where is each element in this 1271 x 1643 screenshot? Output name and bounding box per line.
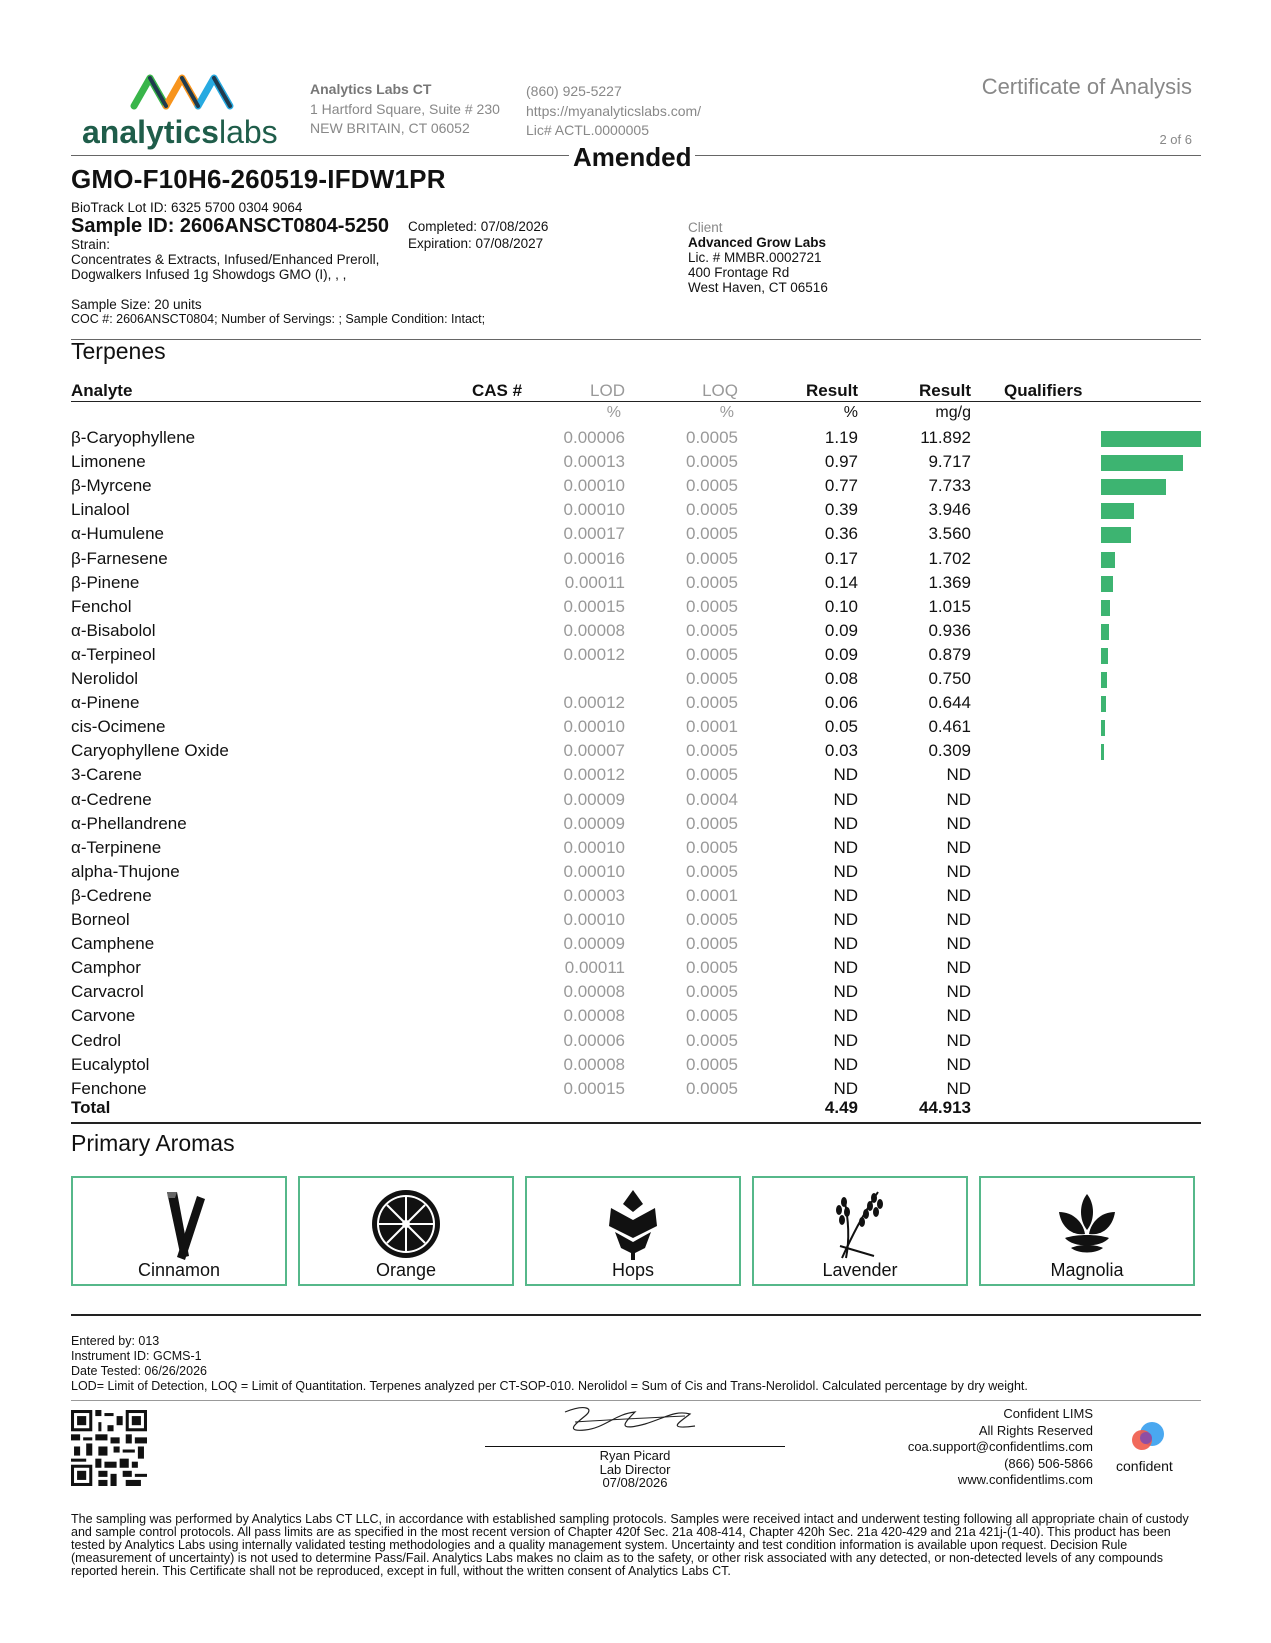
result-pct: 0.36 xyxy=(824,524,858,544)
lims-rights: All Rights Reserved xyxy=(978,1422,1093,1438)
lab-address-line1: 1 Hartford Square, Suite # 230 xyxy=(310,100,500,117)
sample-id: Sample ID: 2606ANSCT0804-5250 xyxy=(71,215,389,237)
unit-loq: % xyxy=(719,404,734,421)
loq-value: 0.0005 xyxy=(686,572,738,592)
loq-value: 0.0005 xyxy=(686,669,738,688)
client-block xyxy=(688,220,828,295)
result-bar xyxy=(1101,600,1110,616)
loq-value: 0.0005 xyxy=(686,958,738,978)
loq-value: 0.0005 xyxy=(686,1078,738,1098)
result-bar xyxy=(1101,744,1104,760)
total-rule xyxy=(71,1122,1201,1124)
result-pct: 0.08 xyxy=(824,669,858,688)
analytics-labs-logo xyxy=(82,66,282,156)
logo-mark-icon xyxy=(130,70,240,112)
analyte-name: α-Terpinene xyxy=(71,837,162,857)
lod-value: 0.00010 xyxy=(563,717,625,737)
loq-value: 0.0001 xyxy=(686,885,738,905)
result-mg: 0.461 xyxy=(928,717,971,737)
lod-value: 0.00012 xyxy=(563,693,625,713)
signer-title: Lab Director xyxy=(599,1461,671,1477)
lod-value: 0.00009 xyxy=(563,813,625,833)
lod-value: 0.00003 xyxy=(563,885,625,905)
result-pct: 0.17 xyxy=(824,548,858,568)
analyte-name: Eucalyptol xyxy=(71,1054,150,1074)
result-pct: 1.19 xyxy=(824,428,858,447)
analyte-name: α-Bisabolol xyxy=(71,620,156,640)
table-header xyxy=(71,381,1201,403)
table-row xyxy=(71,500,1201,524)
result-pct: 0.09 xyxy=(824,644,858,664)
analyte-name: Limonene xyxy=(71,452,146,472)
lab-website[interactable]: https://myanalyticslabs.com/ xyxy=(526,102,702,119)
header-loq: LOQ xyxy=(702,381,738,400)
table-row xyxy=(71,934,1201,958)
cinnamon-icon xyxy=(141,1186,217,1262)
page-number: 2 of 6 xyxy=(1159,132,1192,147)
result-mg: ND xyxy=(946,1054,971,1074)
aroma-label: Cinnamon xyxy=(137,1260,221,1280)
lod-value: 0.00008 xyxy=(563,620,625,640)
analyte-name: β-Farnesene xyxy=(71,548,168,568)
loq-value: 0.0005 xyxy=(686,548,738,568)
result-mg: ND xyxy=(946,861,971,881)
unit-result-mg: mg/g xyxy=(935,404,971,421)
result-mg: ND xyxy=(946,765,971,785)
result-mg: 0.750 xyxy=(928,669,971,688)
signature-icon xyxy=(555,1402,705,1442)
confident-logo xyxy=(1110,1420,1190,1480)
coc-info: COC #: 2606ANSCT0804; Number of Servings: ; Sample Condition: Intact; xyxy=(71,312,486,326)
analyte-name: α-Humulene xyxy=(71,524,164,544)
result-pct: ND xyxy=(833,765,858,785)
result-pct: ND xyxy=(833,1006,858,1026)
result-bar xyxy=(1101,527,1131,543)
result-mg: 9.717 xyxy=(928,452,971,472)
result-bar xyxy=(1101,624,1109,640)
analyte-name: Linalool xyxy=(71,500,130,520)
table-row xyxy=(71,886,1201,910)
strain-label: Strain: xyxy=(71,237,111,252)
lod-value: 0.00009 xyxy=(563,789,625,809)
client-address-line2: West Haven, CT 06516 xyxy=(688,280,828,295)
loq-value: 0.0005 xyxy=(686,428,738,447)
lod-value: 0.00008 xyxy=(563,1054,625,1074)
analyte-name: β-Myrcene xyxy=(71,476,152,496)
lod-value: 0.00008 xyxy=(563,1006,625,1026)
table-row xyxy=(71,597,1201,621)
analyte-name: β-Pinene xyxy=(71,572,140,592)
method-notes: LOD= Limit of Detection, LOQ = Limit of Quantitation. Terpenes analyzed per CT-SOP-010. Nerolidol = Sum of Cis and Trans-Nerolidol. Calculated percentage by dry weight. xyxy=(71,1379,1028,1393)
table-row xyxy=(71,1055,1201,1079)
aromas-title: Primary Aromas xyxy=(71,1130,235,1156)
analyte-name: Camphor xyxy=(71,958,141,978)
result-pct: ND xyxy=(833,837,858,857)
result-pct: ND xyxy=(833,934,858,954)
loq-value: 0.0005 xyxy=(686,910,738,929)
loq-value: 0.0005 xyxy=(686,982,738,1002)
result-pct: ND xyxy=(833,958,858,978)
client-address-line1: 400 Frontage Rd xyxy=(688,265,790,280)
result-mg: ND xyxy=(946,1078,971,1098)
aroma-label: Hops xyxy=(611,1260,655,1280)
total-pct: 4.49 xyxy=(824,1098,858,1117)
aroma-card-orange xyxy=(298,1176,514,1286)
table-row xyxy=(71,621,1201,645)
result-pct: 0.77 xyxy=(824,476,858,496)
aroma-card-hops xyxy=(525,1176,741,1286)
result-pct: ND xyxy=(833,1054,858,1074)
lab-phone: (860) 925-5227 xyxy=(526,83,622,99)
lims-name: Confident LIMS xyxy=(1003,1406,1093,1421)
table-row xyxy=(71,428,1201,452)
analyte-name: α-Phellandrene xyxy=(71,813,187,833)
result-pct: ND xyxy=(833,885,858,905)
result-mg: ND xyxy=(946,885,971,905)
lims-email[interactable]: coa.support@confidentlims.com xyxy=(907,1439,1093,1454)
analyte-name: Fenchol xyxy=(71,596,132,616)
table-row xyxy=(71,958,1201,982)
table-row xyxy=(71,910,1201,934)
lod-value: 0.00012 xyxy=(563,644,625,664)
analyte-name: β-Cedrene xyxy=(71,885,152,905)
lod-value: 0.00010 xyxy=(563,476,625,496)
analyte-name: Camphene xyxy=(71,934,155,954)
total-row xyxy=(71,1098,1201,1122)
result-bar xyxy=(1101,431,1201,447)
loq-value: 0.0005 xyxy=(686,813,738,833)
result-pct: ND xyxy=(833,813,858,833)
lod-value: 0.00010 xyxy=(563,500,625,520)
client-label: Client xyxy=(688,220,723,235)
result-mg: 0.936 xyxy=(928,620,971,640)
analyte-name: cis-Ocimene xyxy=(71,717,166,737)
table-row xyxy=(71,573,1201,597)
result-mg: ND xyxy=(946,958,971,978)
result-pct: 0.03 xyxy=(824,741,858,761)
result-mg: 1.015 xyxy=(928,596,971,616)
table-row xyxy=(71,717,1201,741)
result-mg: 11.892 xyxy=(920,428,971,447)
instrument-id: Instrument ID: GCMS-1 xyxy=(71,1349,202,1363)
analyte-name: Fenchone xyxy=(71,1078,147,1098)
result-mg: ND xyxy=(946,813,971,833)
test-info xyxy=(71,1334,1028,1394)
result-mg: 0.644 xyxy=(928,693,971,713)
result-pct: ND xyxy=(833,910,858,929)
table-row xyxy=(71,693,1201,717)
lod-value: 0.00017 xyxy=(563,524,625,544)
lab-address-line2: NEW BRITAIN, CT 06052 xyxy=(310,120,470,136)
result-mg: ND xyxy=(946,1006,971,1026)
total-label: Total xyxy=(71,1098,111,1117)
result-bar xyxy=(1101,696,1106,712)
lod-value: 0.00010 xyxy=(563,837,625,857)
signed-date: 07/08/2026 xyxy=(602,1475,668,1490)
aroma-label: Lavender xyxy=(822,1260,898,1280)
result-mg: 0.309 xyxy=(928,741,971,761)
loq-value: 0.0005 xyxy=(686,765,738,785)
aroma-label: Magnolia xyxy=(1050,1260,1124,1280)
result-bar xyxy=(1101,479,1166,495)
loq-value: 0.0005 xyxy=(686,452,738,472)
result-pct: 0.09 xyxy=(824,620,858,640)
loq-value: 0.0005 xyxy=(686,1030,738,1050)
analyte-name: alpha-Thujone xyxy=(71,861,180,881)
signature-line xyxy=(485,1446,785,1447)
table-row xyxy=(71,814,1201,838)
result-bar xyxy=(1101,552,1115,568)
result-bar xyxy=(1101,648,1108,664)
table-row xyxy=(71,452,1201,476)
table-header-rule xyxy=(71,401,1201,402)
result-mg: ND xyxy=(946,910,971,929)
result-mg: ND xyxy=(946,1030,971,1050)
analyte-name: Nerolidol xyxy=(71,669,139,688)
confident-logo-text: confident xyxy=(1116,1458,1173,1474)
analyte-name: Cedrol xyxy=(71,1030,122,1050)
strain-line1: Concentrates & Extracts, Infused/Enhanced Preroll, xyxy=(71,252,380,267)
lims-phone: (866) 506-5866 xyxy=(1004,1455,1093,1471)
result-bar xyxy=(1101,455,1183,471)
lab-contact xyxy=(526,82,701,141)
magnolia-icon xyxy=(1049,1186,1125,1262)
signer-block xyxy=(485,1449,785,1490)
loq-value: 0.0005 xyxy=(686,861,738,881)
header-result-mg: Result xyxy=(919,381,971,400)
table-row xyxy=(71,838,1201,862)
loq-value: 0.0005 xyxy=(686,693,738,713)
result-bar xyxy=(1101,720,1105,736)
table-units xyxy=(71,404,1201,424)
biotrack-lot-id: BioTrack Lot ID: 6325 5700 0304 9064 xyxy=(71,200,303,215)
lims-info xyxy=(908,1406,1093,1489)
result-pct: ND xyxy=(833,789,858,809)
lod-value: 0.00006 xyxy=(563,428,625,447)
lod-value: 0.00010 xyxy=(563,910,625,929)
result-mg: 7.733 xyxy=(928,476,971,496)
table-row xyxy=(71,765,1201,789)
amended-stamp: Amended xyxy=(569,142,695,173)
entered-by: Entered by: 013 xyxy=(71,1334,160,1348)
unit-lod: % xyxy=(606,404,621,421)
lod-value: 0.00011 xyxy=(564,958,625,978)
logo-text-analytics: analytics xyxy=(82,114,219,150)
result-mg: ND xyxy=(946,934,971,954)
strain-line2: Dogwalkers Infused 1g Showdogs GMO (I), , , xyxy=(71,267,347,282)
analyte-name: Borneol xyxy=(71,910,130,929)
aroma-card-cinnamon xyxy=(71,1176,287,1286)
result-mg: 1.369 xyxy=(928,572,971,592)
lot-code: GMO-F10H6-260519-IFDW1PR xyxy=(71,164,446,194)
loq-value: 0.0001 xyxy=(686,717,738,737)
loq-value: 0.0005 xyxy=(686,476,738,496)
expiration-date: Expiration: 07/08/2027 xyxy=(408,236,544,251)
lod-value: 0.00007 xyxy=(563,741,625,761)
lod-value: 0.00013 xyxy=(563,452,625,472)
lab-address xyxy=(310,80,500,139)
header-analyte: Analyte xyxy=(71,381,133,400)
result-bar xyxy=(1101,576,1113,592)
result-mg: 0.879 xyxy=(928,644,971,664)
qr-code-icon xyxy=(71,1410,147,1486)
loq-value: 0.0005 xyxy=(686,934,738,954)
aroma-card-magnolia xyxy=(979,1176,1195,1286)
result-pct: ND xyxy=(833,982,858,1002)
lab-name: Analytics Labs CT xyxy=(310,81,432,97)
table-row xyxy=(71,1031,1201,1055)
total-mg: 44.913 xyxy=(919,1098,971,1117)
header-lod: LOD xyxy=(590,381,625,400)
analyte-name: α-Terpineol xyxy=(71,644,156,664)
client-name: Advanced Grow Labs xyxy=(688,235,827,250)
disclaimer: The sampling was performed by Analytics Labs CT LLC, in accordance with established sampling protocols. Samples were received intact and underwent testing following all appropriate chain of custody and sample control protocols. All pass limits are as specified in the most recent version of Chapter 420f Sec. 21a 408-414, Chapter 420h Sec. 21a 420-429 and 21a 421j-(1-40). This product has been tested by Analytics Labs using internally validated testing methodologies and a quality management system. Uncertainty and test condition information is available upon request. Decision Rule (measurement of uncertainty) is not used to determine Pass/Fail. Analytics Labs makes no claim as to the safety, or other risk associated with any detected, or non-detected levels of any compounds reported herein. This Certificate shall not be reproduced, except in full, without the written consent of Analytics Labs CT. xyxy=(71,1512,1189,1578)
result-mg: 3.560 xyxy=(928,524,971,544)
loq-value: 0.0004 xyxy=(686,789,738,809)
result-pct: 0.97 xyxy=(824,452,858,472)
lod-value: 0.00010 xyxy=(563,861,625,881)
lod-value: 0.00006 xyxy=(563,1030,625,1050)
sample-size: Sample Size: 20 units xyxy=(71,297,202,312)
date-tested: Date Tested: 06/26/2026 xyxy=(71,1364,207,1378)
analyte-name: Carvacrol xyxy=(71,982,144,1002)
loq-value: 0.0005 xyxy=(686,644,738,664)
loq-value: 0.0005 xyxy=(686,837,738,857)
logo-text-labs: labs xyxy=(218,114,278,150)
sample-rule xyxy=(71,339,1201,340)
table-row xyxy=(71,741,1201,765)
hops-icon xyxy=(595,1186,671,1262)
analyte-name: 3-Carene xyxy=(71,765,142,785)
result-pct: 0.06 xyxy=(824,693,858,713)
signer-name: Ryan Picard xyxy=(599,1448,671,1463)
orange-slice-icon xyxy=(368,1186,444,1262)
analyte-name: α-Cedrene xyxy=(71,789,152,809)
confident-logo-icon xyxy=(1128,1420,1168,1456)
loq-value: 0.0005 xyxy=(686,500,738,520)
result-bar xyxy=(1101,672,1107,688)
result-pct: 0.39 xyxy=(824,500,858,520)
analyte-name: Caryophyllene Oxide xyxy=(71,741,229,761)
result-pct: 0.05 xyxy=(824,717,858,737)
table-row xyxy=(71,669,1201,693)
table-row xyxy=(71,476,1201,500)
header-qualifiers: Qualifiers xyxy=(1004,381,1083,400)
lod-value: 0.00009 xyxy=(563,934,625,954)
analyte-name: α-Pinene xyxy=(71,693,140,713)
lod-value: 0.00012 xyxy=(563,765,625,785)
client-license: Lic. # MMBR.0002721 xyxy=(688,250,822,265)
lod-value: 0.00016 xyxy=(563,548,625,568)
aroma-card-lavender xyxy=(752,1176,968,1286)
header-result-pct: Result xyxy=(806,381,858,400)
table-row xyxy=(71,1006,1201,1030)
table-row xyxy=(71,790,1201,814)
result-pct: ND xyxy=(833,861,858,881)
lims-website[interactable]: www.confidentlims.com xyxy=(957,1472,1093,1487)
result-pct: 0.10 xyxy=(824,596,858,616)
analyte-name: Carvone xyxy=(71,1006,136,1026)
table-row xyxy=(71,862,1201,886)
analyte-name: β-Caryophyllene xyxy=(71,428,196,447)
result-mg: ND xyxy=(946,789,971,809)
lab-license: Lic# ACTL.0000005 xyxy=(526,122,649,138)
result-mg: ND xyxy=(946,982,971,1002)
result-mg: ND xyxy=(946,837,971,857)
completed-date: Completed: 07/08/2026 xyxy=(408,219,549,234)
footer-rule xyxy=(71,1400,1201,1401)
aroma-label: Orange xyxy=(375,1260,437,1280)
lod-value: 0.00011 xyxy=(564,572,625,592)
lod-value: 0.00008 xyxy=(563,982,625,1002)
loq-value: 0.0005 xyxy=(686,1006,738,1026)
loq-value: 0.0005 xyxy=(686,596,738,616)
result-pct: ND xyxy=(833,1078,858,1098)
result-mg: 1.702 xyxy=(928,548,971,568)
result-pct: 0.14 xyxy=(824,572,858,592)
lod-value: 0.00015 xyxy=(563,596,625,616)
loq-value: 0.0005 xyxy=(686,524,738,544)
table-row xyxy=(71,645,1201,669)
lod-value: 0.00015 xyxy=(563,1078,625,1098)
lavender-icon xyxy=(822,1186,898,1262)
aromas-rule xyxy=(71,1314,1201,1316)
result-bar xyxy=(1101,503,1134,519)
document-title: Certificate of Analysis xyxy=(981,74,1192,99)
loq-value: 0.0005 xyxy=(686,741,738,761)
table-row xyxy=(71,549,1201,573)
loq-value: 0.0005 xyxy=(686,1054,738,1074)
terpenes-title: Terpenes xyxy=(71,338,166,364)
result-pct: ND xyxy=(833,1030,858,1050)
table-row xyxy=(71,982,1201,1006)
table-row xyxy=(71,524,1201,548)
loq-value: 0.0005 xyxy=(686,620,738,640)
header-cas: CAS # xyxy=(472,381,523,400)
unit-result-pct: % xyxy=(843,404,858,421)
result-mg: 3.946 xyxy=(928,500,971,520)
